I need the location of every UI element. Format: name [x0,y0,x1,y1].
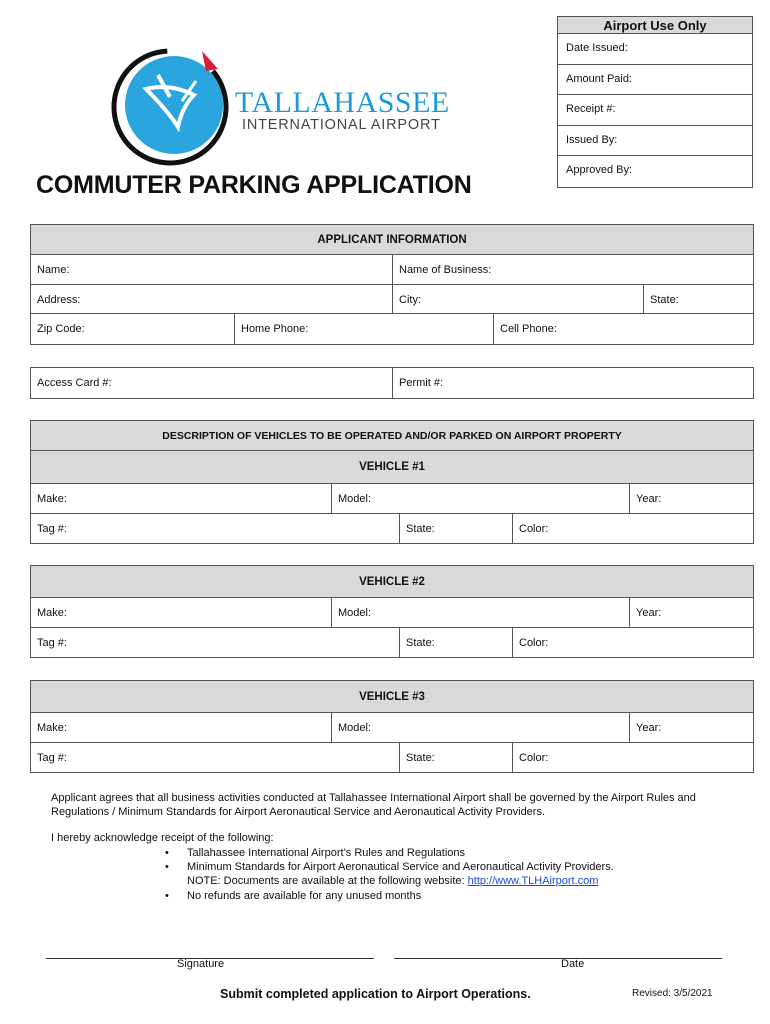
page-title: COMMUTER PARKING APPLICATION [36,171,472,199]
zip-code-field[interactable]: Zip Code: [37,323,85,335]
logo-wordmark: TALLAHASSEE [235,86,450,119]
vehicle-1-title: VEHICLE #1 [31,451,753,484]
agreement-text: Applicant agrees that all business activities conducted at Tallahassee International Airport shall be governed by the Airport Rules and Regulations / Minimum Standards for Airport Aeronautical Service and Aeronautical Activity Providers. [51,792,696,818]
vehicle-1-year-field[interactable]: Year: [629,484,755,513]
date-issued-field[interactable]: Date Issued: [558,34,752,65]
date-label: Date [561,958,585,970]
logo-mark-icon [108,45,249,170]
applicant-info-table [30,224,754,345]
note-text: NOTE: Documents are available at the following website: [187,875,468,887]
access-card-field[interactable]: Access Card #: [37,377,112,389]
business-name-field[interactable]: Name of Business: [392,255,755,284]
list-item [165,889,422,903]
website-link[interactable]: http://www.TLHAirport.com [467,875,599,887]
vehicle-2-state-field[interactable]: State: [399,628,512,658]
vehicle-3-state-field[interactable]: State: [399,743,512,773]
vehicle-1-tag-field[interactable]: Tag #: [37,522,67,535]
bullet-icon: • [165,890,169,902]
bullet-icon: • [165,847,169,859]
vehicle-2-make-field[interactable]: Make: [37,607,67,619]
airport-use-only-box [557,16,753,188]
acknowledge-text: I hereby acknowledge receipt of the following: [51,832,274,844]
list-item [165,846,466,860]
city-field[interactable]: City: [392,285,643,314]
vehicle-2-model-field[interactable]: Model: [331,598,629,627]
vehicle-3-model-field[interactable]: Model: [331,713,629,742]
vehicle-3-make-field[interactable]: Make: [37,722,67,734]
vehicle-2-table [30,565,754,658]
vehicle-3-tag-field[interactable]: Tag #: [37,751,67,764]
home-phone-field[interactable]: Home Phone: [234,314,493,344]
vehicle-1-make-field[interactable]: Make: [37,493,67,505]
vehicle-1-color-field[interactable]: Color: [512,514,755,544]
issued-by-field[interactable]: Issued By: [558,126,752,157]
revised-date: Revised: 3/5/2021 [632,988,713,999]
submit-instruction: Submit completed application to Airport Operations. [220,987,531,1001]
vehicle-2-year-field[interactable]: Year: [629,598,755,627]
state-field[interactable]: State: [643,285,755,314]
bullet-refunds-text: No refunds are available for any unused months [187,890,422,902]
airport-use-only-title: Airport Use Only [558,17,752,34]
vehicle-3-title: VEHICLE #3 [31,681,753,713]
vehicle-2-color-field[interactable]: Color: [512,628,755,658]
permit-field[interactable]: Permit #: [392,368,755,398]
date-line[interactable] [394,958,722,959]
receipt-field[interactable]: Receipt #: [558,95,752,126]
cell-phone-field[interactable]: Cell Phone: [493,314,755,344]
vehicle-3-table [30,680,754,773]
applicant-info-header: APPLICANT INFORMATION [31,225,753,255]
logo-subtitle: INTERNATIONAL AIRPORT [242,117,441,133]
vehicle-3-year-field[interactable]: Year: [629,713,755,742]
address-field[interactable]: Address: [37,293,81,306]
bullet-standards-text: Minimum Standards for Airport Aeronautical Service and Aeronautical Activity Providers. [187,861,614,873]
vehicle-2-tag-field[interactable]: Tag #: [37,636,67,649]
vehicle-1-state-field[interactable]: State: [399,514,512,544]
vehicle-1-model-field[interactable]: Model: [331,484,629,513]
bullet-icon: • [165,861,169,873]
amount-paid-field[interactable]: Amount Paid: [558,65,752,96]
vehicle-3-color-field[interactable]: Color: [512,743,755,773]
vehicle-2-title: VEHICLE #2 [31,566,753,598]
note-line [187,874,598,888]
access-table [30,367,754,399]
vehicles-description-header: DESCRIPTION OF VEHICLES TO BE OPERATED AND/OR PARKED ON AIRPORT PROPERTY [31,421,753,451]
name-field[interactable]: Name: [37,264,70,276]
list-item [165,860,614,874]
vehicle-1-table [30,420,754,544]
approved-by-field[interactable]: Approved By: [566,164,633,176]
bullet-rules-text: Tallahassee International Airport’s Rules and Regulations [187,847,466,859]
signature-label: Signature [177,958,225,970]
